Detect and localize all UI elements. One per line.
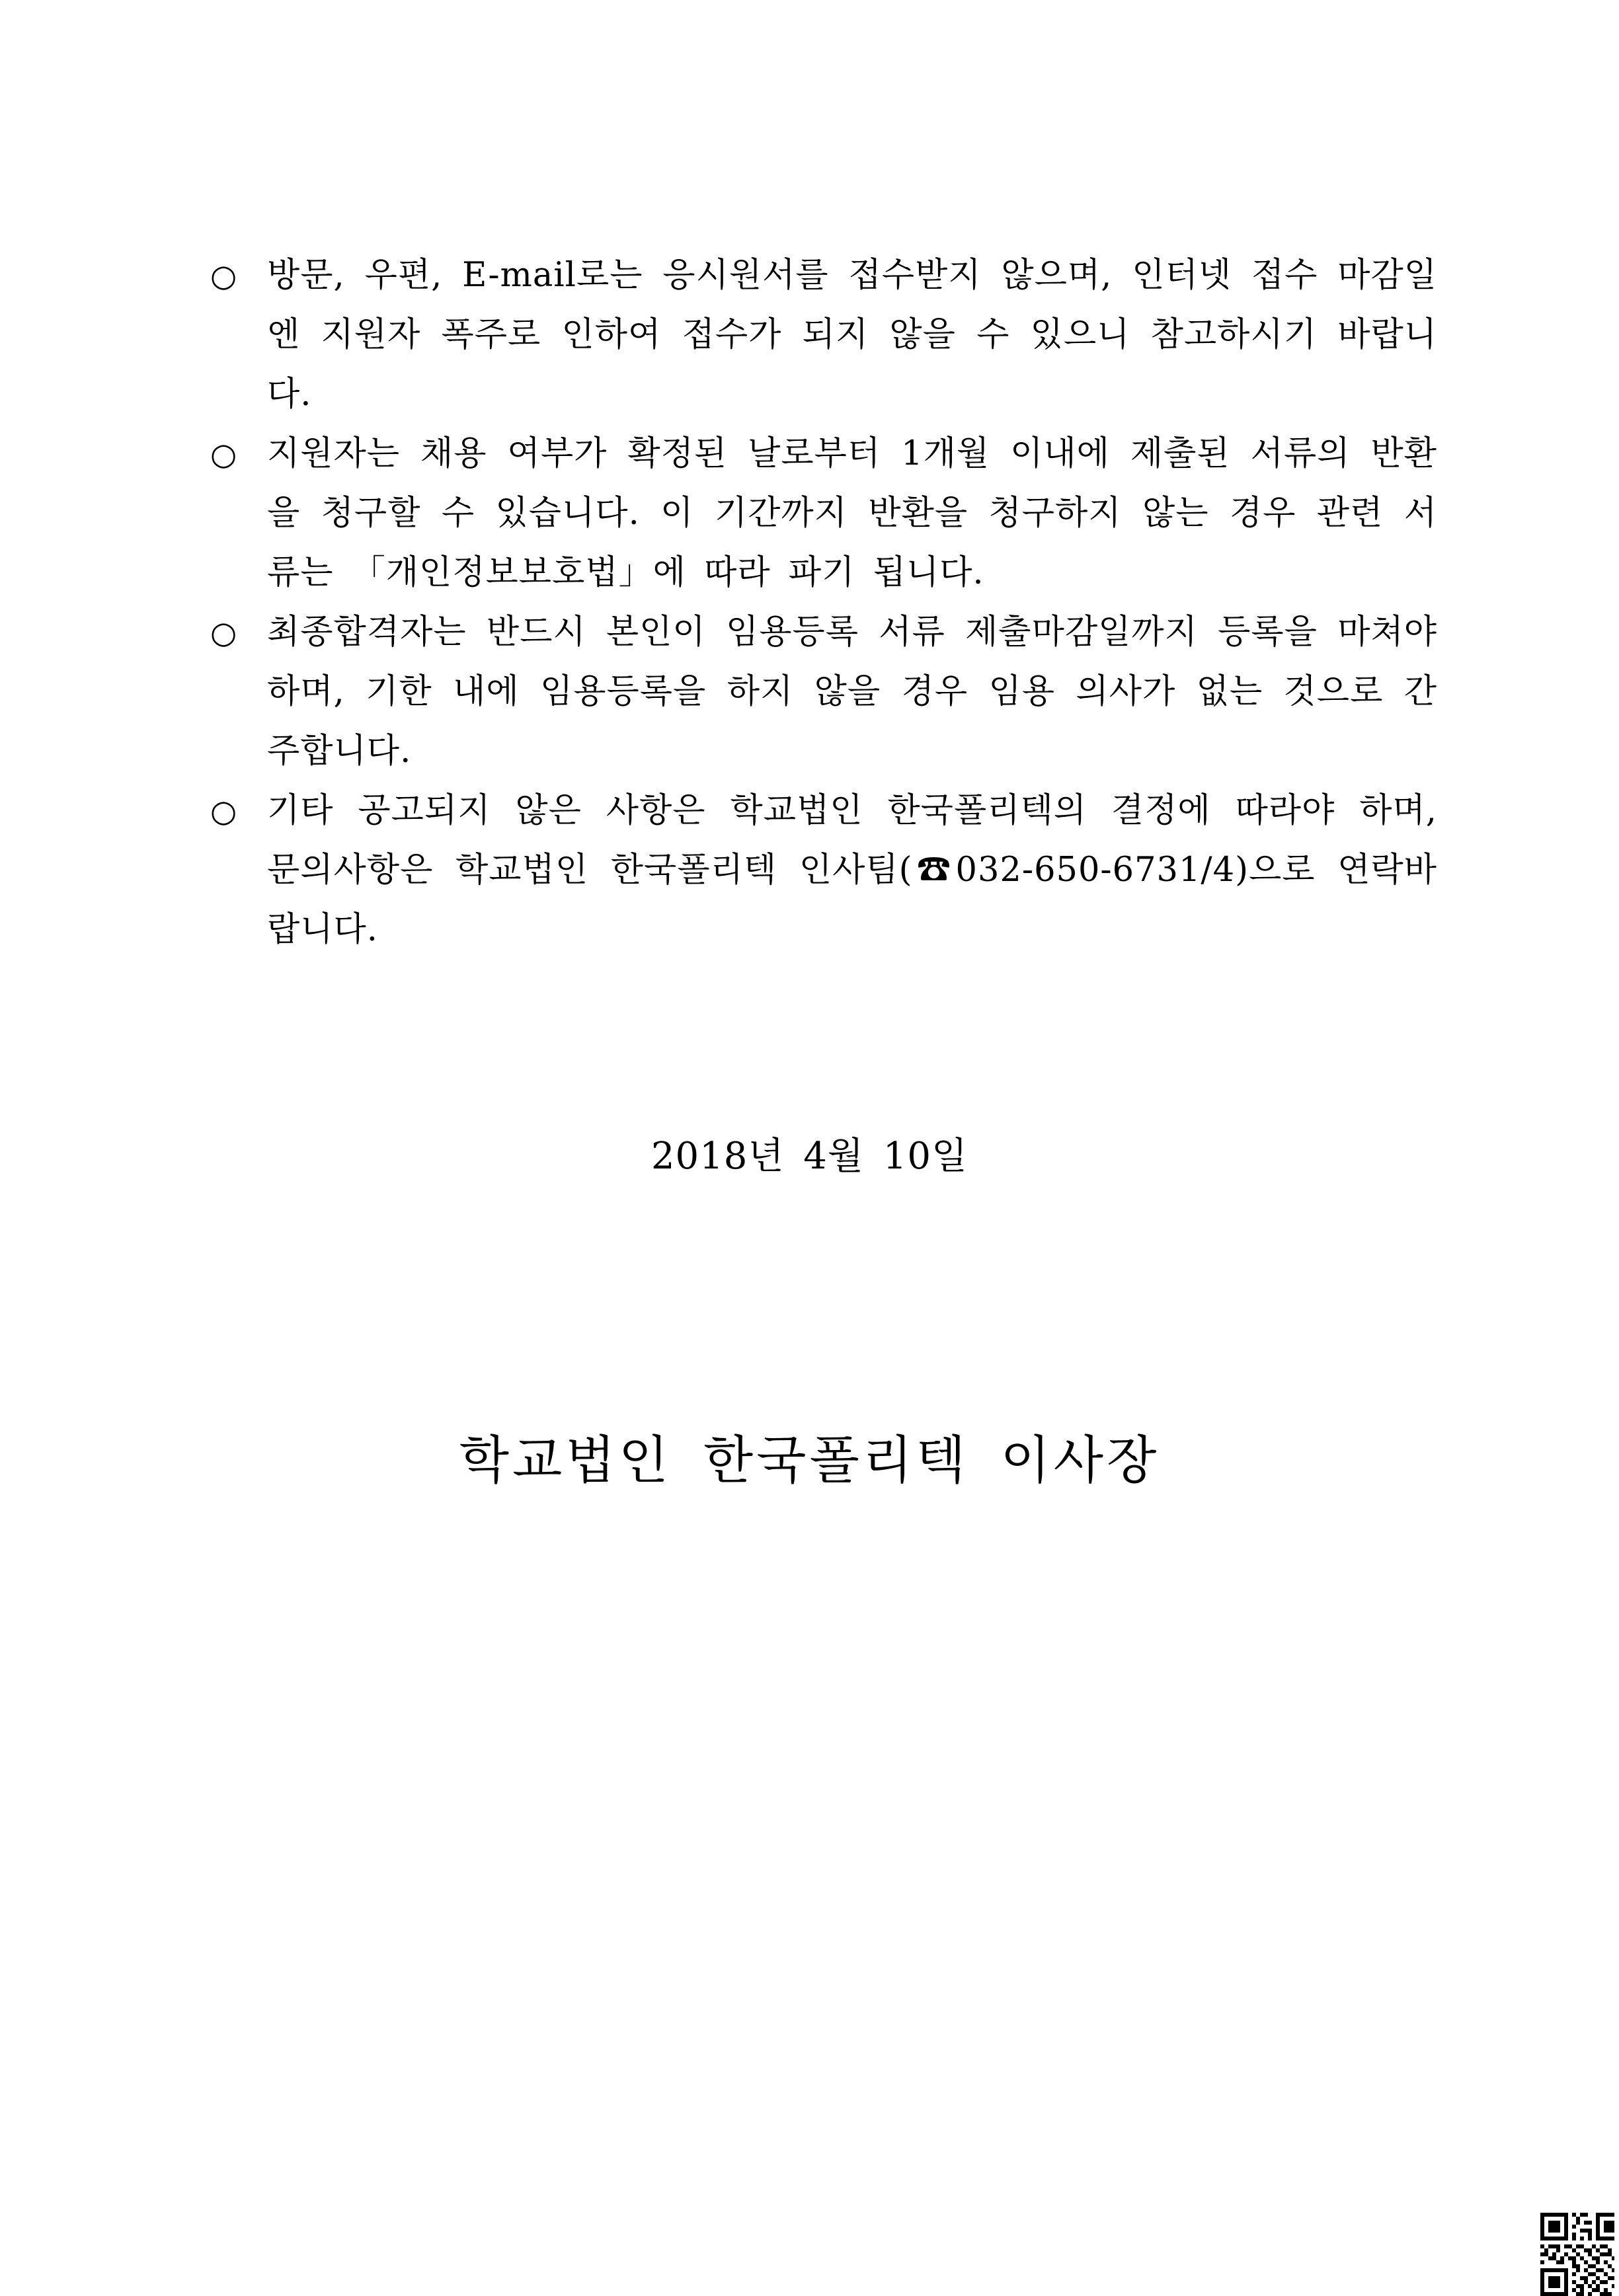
notice-text: 기타 공고되지 않은 사항은 학교법인 한국폴리텍의 결정에 따라야 하며, 문의사항은 학교법인 한국폴리텍 인사팀(☎032-650-6731/4)으로 연락바랍니다.: [267, 791, 1437, 949]
notice-list: [210, 246, 1437, 960]
circle-bullet-icon: ○: [210, 436, 238, 472]
circle-bullet-icon: ○: [210, 793, 238, 829]
notice-item: [210, 781, 1437, 960]
notice-text: 방문, 우편, E-mail로는 응시원서를 접수받지 않으며, 인터넷 접수 마감일엔 지원자 폭주로 인하여 접수가 되지 않을 수 있으니 참고하시기 바랍니다.: [267, 256, 1437, 414]
notice-text: 지원자는 채용 여부가 확정된 날로부터 1개월 이내에 제출된 서류의 반환을 청구할 수 있습니다. 이 기간까지 반환을 청구하지 않는 경우 관련 서류는 「개인정보보호법」에 따라 파기 됩니다.: [267, 434, 1437, 592]
notice-item: [210, 246, 1437, 424]
circle-bullet-icon: ○: [210, 258, 238, 293]
notice-text: 최종합격자는 반드시 본인이 임용등록 서류 제출마감일까지 등록을 마쳐야 하며, 기한 내에 임용등록을 하지 않을 경우 임용 의사가 없는 것으로 간주합니다.: [267, 613, 1437, 771]
issuer-signature: 학교법인 한국폴리텍 이사장: [459, 1431, 1160, 1490]
circle-bullet-icon: ○: [210, 615, 238, 650]
notice-item: [210, 603, 1437, 781]
notice-item: [210, 424, 1437, 603]
qr-code-icon: [1540, 2213, 1614, 2296]
announcement-date: 2018년 4월 10일: [651, 1135, 968, 1178]
